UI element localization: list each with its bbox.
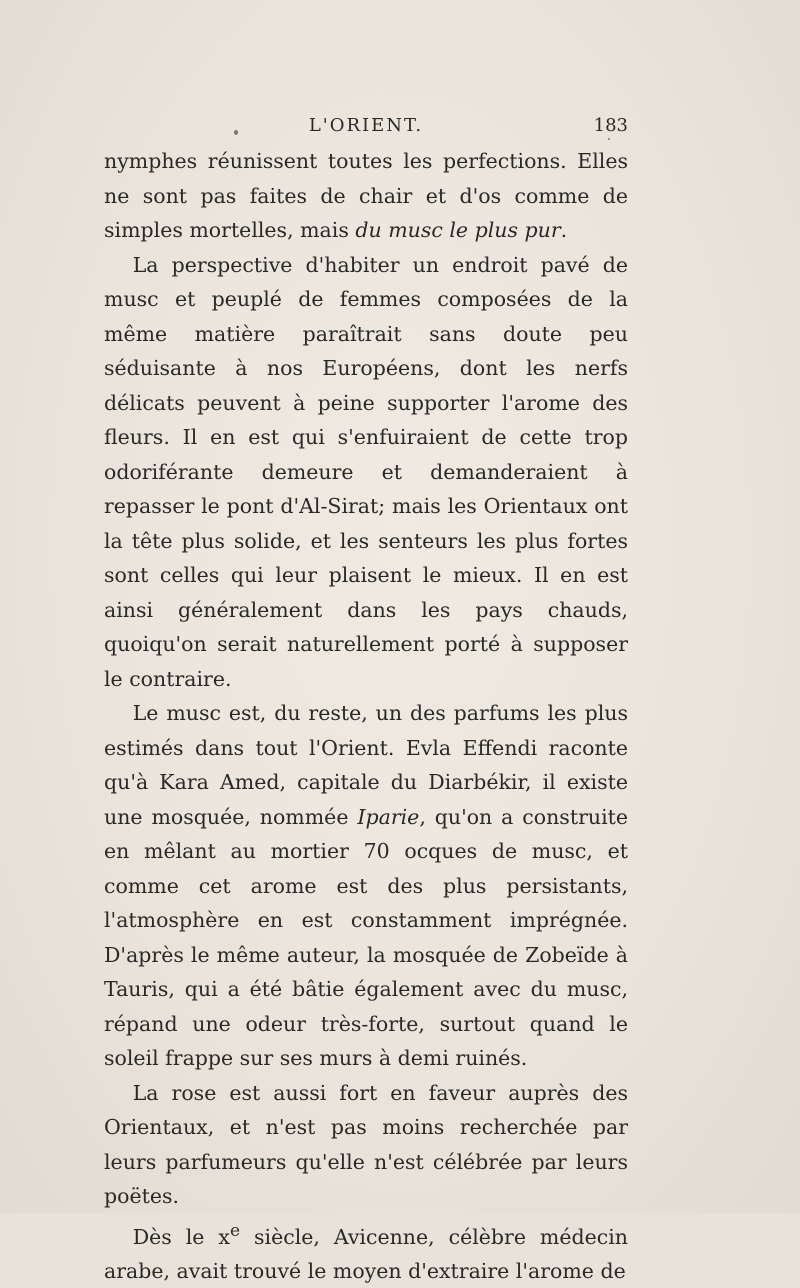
paragraph-1-text-a: nymphes réunissent toutes les perfections. Elles ne sont pas faites de chair et d'os comme de simples mortelles, mais	[104, 149, 628, 242]
paragraph-3-text-a: Le musc est, du reste, un des parfums les plus estimés dans tout l'Orient. Evla Effendi raconte qu'à Kara Amed, capitale du Diarbékir, il existe une mosquée, nommée	[104, 701, 628, 829]
paragraph-1-text-b: .	[561, 218, 568, 242]
paragraph-5	[104, 1214, 628, 1288]
page-number: 183	[594, 111, 628, 141]
paragraph-3-text-b: , qu'on a construite en mêlant au mortier 70 ocques de musc, et comme cet arome est des plus persistants, l'atmosphère en est constamment imprégnée. D'après le même auteur, la mosquée de Zobeïde à Tauris, qui a été bâtie également avec du musc, répand une odeur très-forte, surtout quand le soleil frappe sur ses murs à demi ruinés.	[104, 805, 628, 1071]
paragraph-3-italic: Iparie	[357, 805, 419, 829]
paragraph-1-italic: du musc le plus pur	[355, 218, 560, 242]
body-text	[104, 144, 628, 1288]
running-header	[104, 111, 628, 141]
ink-speck	[234, 130, 238, 135]
paragraph-4: La rose est aussi fort en faveur auprès des Orientaux, et n'est pas moins recherchée par leurs parfumeurs qu'elle n'est célébrée par leurs poëtes.	[104, 1076, 628, 1214]
ink-speck	[608, 138, 610, 140]
paragraph-2: La perspective d'habiter un endroit pavé de musc et peuplé de femmes composées de la même matière paraîtrait sans doute peu séduisante à nos Européens, dont les nerfs délicats peuvent à peine supporter l'arome des fleurs. Il en est qui s'enfuiraient de cette trop odoriférante demeure et demanderaient à repasser le pont d'Al-Sirat; mais les Orientaux ont la tête plus solide, et les senteurs les plus fortes sont celles qui leur plaisent le mieux. Il en est ainsi généralement dans les pays chauds, quoiqu'on serait naturellement porté à supposer le contraire.	[104, 248, 628, 697]
paragraph-5-text-a: Dès le x	[133, 1224, 230, 1248]
paragraph-3	[104, 696, 628, 1076]
running-title: L'ORIENT.	[104, 111, 628, 141]
paragraph-1	[104, 144, 628, 248]
paragraph-5-text-b: siècle, Avicenne, célèbre médecin arabe, avait trouvé le moyen d'extraire l'arome de	[104, 1224, 628, 1283]
paragraph-5-superscript: e	[230, 1221, 240, 1241]
